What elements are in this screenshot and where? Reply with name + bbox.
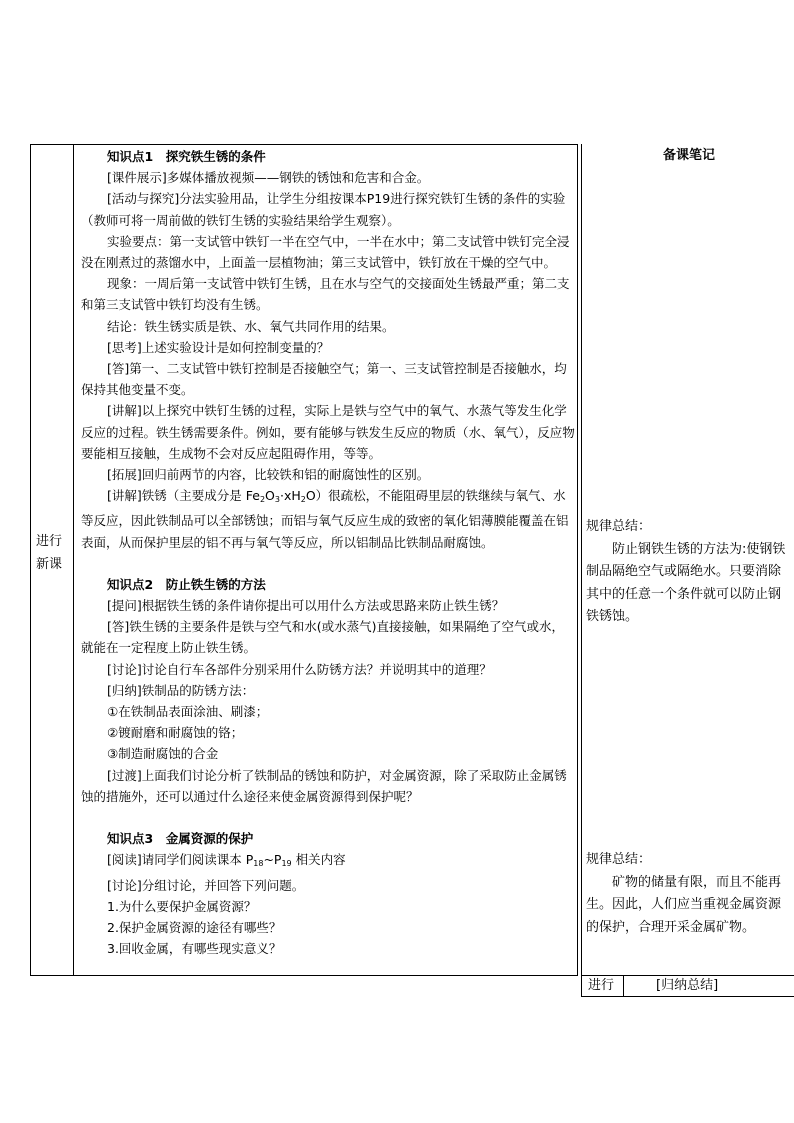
rule-summary-1 bbox=[586, 516, 792, 629]
transition: [过渡]上面我们讨论分析了铁制品的锈蚀和防护，对金属资源，除了采取防止金属锈蚀的措施外，还可以通过什么途径来使金属资源得到保护呢？ bbox=[81, 767, 567, 804]
section-label bbox=[36, 530, 62, 576]
conclusion: 结论：铁生锈实质是铁、水、氧气共同作用的结果。 bbox=[107, 318, 395, 334]
rule-summary-1-title: 规律总结： bbox=[586, 519, 652, 534]
question-1: 1.为什么要保护金属资源？ bbox=[107, 898, 257, 914]
knowledge-point-2-title: 知识点2 防止铁生锈的方法 bbox=[107, 576, 266, 592]
table-left-border bbox=[30, 144, 31, 976]
section-label-line-2: 新课 bbox=[36, 557, 63, 572]
notes-column-left-border bbox=[581, 144, 582, 997]
rule-summary-2-title: 规律总结： bbox=[586, 852, 652, 867]
method-3: ③制造耐腐蚀的合金 bbox=[107, 746, 219, 762]
ask-answer: [答]铁生锈的主要条件是铁与空气和水(或水蒸气)直接接触，如果隔绝了空气或水，就能在一定程度上防止铁生锈。 bbox=[81, 619, 565, 656]
phenomenon: 现象：一周后第一支试管中铁钉生锈，且在水与空气的交接面处生锈最严重；第二支和第三支试管中铁钉均没有生锈。 bbox=[81, 276, 570, 313]
bottom-row-label: 进行 bbox=[588, 978, 615, 993]
lesson-content bbox=[81, 146, 575, 959]
group-discussion: [讨论]分组讨论，并回答下列问题。 bbox=[107, 877, 305, 893]
rule-summary-2 bbox=[586, 849, 792, 939]
explanation-rust: [讲解]铁锈（主要成分是 $Fe_2O_3\cdot xH_2O$）很疏松，不能阻碍里层的铁继续与氧气、水等反应，因此铁制品可以全部锈蚀；而铝与氧气反应生成的致密的氧化铝薄膜能覆盖在铝表面，从而保护里层的铝不再与氧气等反应，所以铝制品比铁制品耐腐蚀。 bbox=[81, 488, 569, 550]
method-2: ②镀耐磨和耐腐蚀的铬； bbox=[107, 725, 244, 741]
discussion: [讨论]讨论自行车各部件分别采用什么防锈方法？并说明其中的道理？ bbox=[107, 661, 492, 677]
bottom-row-summary: [归纳总结] bbox=[656, 978, 719, 993]
explanation: [讲解]以上探究中铁钉生锈的过程，实际上是铁与空气中的氧气、水蒸气等发生化学反应的过程。铁生锈需要条件。例如，要有能够与铁发生反应的物质（水、氧气），反应物要能相互接触，生成物不会对反应起阻碍作用，等等。 bbox=[81, 403, 575, 461]
bottom-row-divider bbox=[623, 975, 624, 997]
reading: [阅读]请同学们阅读课本 $P_{18}\sim P_{19}$ 相关内容 bbox=[107, 852, 346, 869]
extension: [拓展]回归前两节的内容，比较铁和铝的耐腐蚀性的区别。 bbox=[107, 467, 430, 483]
ask-question: [提问]根据铁生锈的条件请你提出可以用什么方法或思路来防止铁生锈？ bbox=[107, 598, 505, 614]
courseware-display: [课件展示]多媒体播放视频——钢铁的锈蚀和危害和合金。 bbox=[107, 170, 430, 186]
think-question: [思考]上述实验设计是如何控制变量的？ bbox=[107, 339, 330, 355]
summary: [归纳]铁制品的防锈方法： bbox=[107, 682, 255, 698]
rule-summary-1-text: 防止钢铁生锈的方法为:使钢铁制品隔绝空气或隔绝水。只要消除其中的任意一个条件就可以防止钢铁锈蚀。 bbox=[586, 541, 786, 625]
knowledge-point-1-title: 知识点1 探究铁生锈的条件 bbox=[107, 149, 266, 164]
section-label-line-1: 进行 bbox=[36, 534, 63, 549]
table-top-border bbox=[30, 144, 578, 145]
method-1: ①在铁制品表面涂油、刷漆； bbox=[107, 704, 269, 720]
activity-inquiry: [活动与探究]分法实验用品，让学生分组按课本P19进行探究铁钉生锈的条件的实验（教师可将一周前做的铁钉生锈的实验结果给学生观察）。 bbox=[81, 191, 566, 228]
rule-summary-2-text: 矿物的储量有限，而且不能再生。因此，人们应当重视金属资源的保护，合理开采金属矿物。 bbox=[586, 874, 782, 935]
knowledge-point-3-title: 知识点3 金属资源的保护 bbox=[107, 831, 254, 847]
table-bottom-border bbox=[30, 975, 578, 976]
column-divider bbox=[73, 144, 74, 976]
question-3: 3.回收金属，有哪些现实意义？ bbox=[107, 941, 282, 957]
table-right-border bbox=[577, 144, 578, 976]
notes-title: 备课笔记 bbox=[662, 148, 715, 163]
experiment-points: 实验要点：第一支试管中铁钉一半在空气中，一半在水中；第二支试管中铁钉完全浸没在刚煮过的蒸馏水中，上面盖一层植物油；第三支试管中，铁钉放在干燥的空气中。 bbox=[81, 233, 570, 271]
think-answer: [答]第一、二支试管中铁钉控制是否接触空气；第一、三支试管控制是否接触水，均保持其他变量不变。 bbox=[81, 361, 567, 398]
question-2: 2.保护金属资源的途径有哪些？ bbox=[107, 919, 282, 935]
